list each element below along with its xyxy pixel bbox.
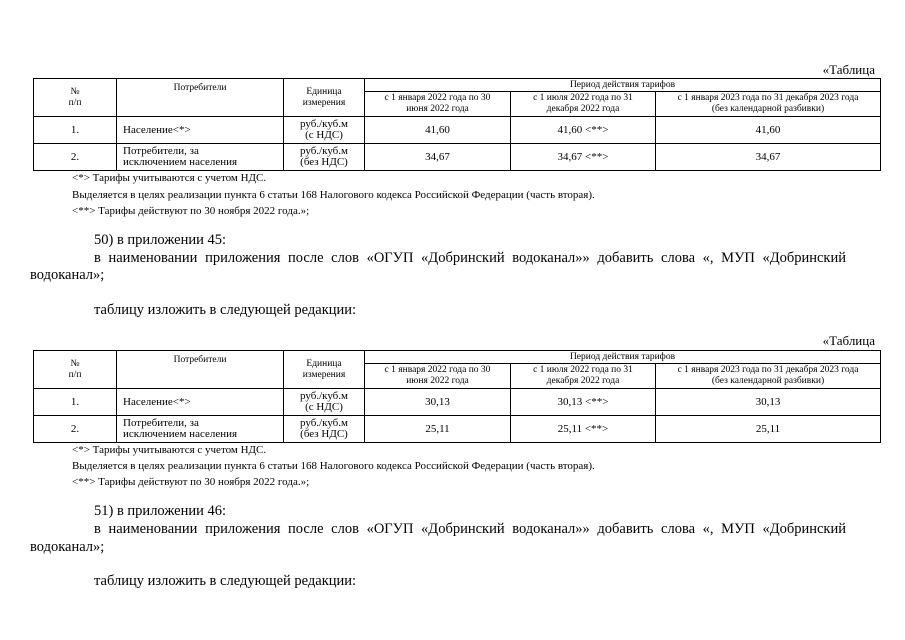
row-value-1: 34,67 bbox=[365, 144, 511, 171]
row-value-1: 25,11 bbox=[365, 416, 511, 443]
header-consumers: Потребители bbox=[117, 79, 284, 117]
paragraph-text: в наименовании приложения после слов «ОГУП «Добринский водоканал»» добавить слова «, МУП «Добринский bbox=[94, 250, 846, 266]
row-value-2: 34,67 <**> bbox=[511, 144, 656, 171]
row-number: 1. bbox=[34, 117, 117, 144]
footnote: <**> Тарифы действуют по 30 ноября 2022 года.»; bbox=[72, 205, 310, 217]
header-period-3: с 1 января 2023 года по 31 декабря 2023 года (без календарной разбивки) bbox=[656, 92, 881, 117]
header-period-1: с 1 января 2022 года по 30 июня 2022 года bbox=[365, 364, 511, 389]
footnote: <*> Тарифы учитываются с учетом НДС. bbox=[72, 172, 267, 184]
row-number: 2. bbox=[34, 416, 117, 443]
header-unit: Единица измерения bbox=[284, 351, 365, 389]
header-unit: Единица измерения bbox=[284, 79, 365, 117]
row-unit: руб./куб.м (с НДС) bbox=[284, 117, 365, 144]
row-unit: руб./куб.м (с НДС) bbox=[284, 389, 365, 416]
table-row bbox=[34, 144, 881, 171]
header-number: № п/п bbox=[34, 351, 117, 389]
row-consumer: Население<*> bbox=[117, 389, 284, 416]
table-row bbox=[34, 117, 881, 144]
row-consumer: Потребители, за исключением населения bbox=[117, 144, 284, 171]
row-consumer: Население<*> bbox=[117, 117, 284, 144]
row-number: 2. bbox=[34, 144, 117, 171]
table-row bbox=[34, 389, 881, 416]
row-value-3: 30,13 bbox=[656, 389, 881, 416]
row-value-2: 41,60 <**> bbox=[511, 117, 656, 144]
header-period-3: с 1 января 2023 года по 31 декабря 2023 года (без календарной разбивки) bbox=[656, 364, 881, 389]
header-period: Период действия тарифов bbox=[365, 351, 881, 364]
paragraph-title: 51) в приложении 46: bbox=[94, 503, 227, 519]
row-value-1: 41,60 bbox=[365, 117, 511, 144]
paragraph-text: в наименовании приложения после слов «ОГУП «Добринский водоканал»» добавить слова «, МУП «Добринский bbox=[94, 521, 846, 537]
tariff-table bbox=[33, 78, 881, 171]
row-value-3: 34,67 bbox=[656, 144, 881, 171]
table-caption: «Таблица bbox=[822, 333, 875, 348]
paragraph-text: таблицу изложить в следующей редакции: bbox=[94, 573, 357, 589]
row-value-2: 30,13 <**> bbox=[511, 389, 656, 416]
row-value-2: 25,11 <**> bbox=[511, 416, 656, 443]
paragraph-text: таблицу изложить в следующей редакции: bbox=[94, 302, 357, 318]
paragraph-text: водоканал»; bbox=[30, 267, 105, 283]
header-period: Период действия тарифов bbox=[365, 79, 881, 92]
header-period-2: с 1 июля 2022 года по 31 декабря 2022 года bbox=[511, 364, 656, 389]
tariff-table bbox=[33, 350, 881, 443]
row-value-3: 41,60 bbox=[656, 117, 881, 144]
header-period-1: с 1 января 2022 года по 30 июня 2022 года bbox=[365, 92, 511, 117]
footnote: <**> Тарифы действуют по 30 ноября 2022 года.»; bbox=[72, 476, 310, 488]
header-number: № п/п bbox=[34, 79, 117, 117]
row-consumer: Потребители, за исключением населения bbox=[117, 416, 284, 443]
row-number: 1. bbox=[34, 389, 117, 416]
table-row bbox=[34, 416, 881, 443]
paragraph-title: 50) в приложении 45: bbox=[94, 232, 227, 248]
footnote: <*> Тарифы учитываются с учетом НДС. bbox=[72, 444, 267, 456]
paragraph-text: водоканал»; bbox=[30, 539, 105, 555]
footnote: Выделяется в целях реализации пункта 6 статьи 168 Налогового кодекса Российской Федерации (часть вторая). bbox=[72, 189, 595, 201]
header-period-2: с 1 июля 2022 года по 31 декабря 2022 года bbox=[511, 92, 656, 117]
footnote: Выделяется в целях реализации пункта 6 статьи 168 Налогового кодекса Российской Федерации (часть вторая). bbox=[72, 460, 595, 472]
row-unit: руб./куб.м (без НДС) bbox=[284, 144, 365, 171]
table-caption: «Таблица bbox=[822, 62, 875, 77]
row-value-1: 30,13 bbox=[365, 389, 511, 416]
row-unit: руб./куб.м (без НДС) bbox=[284, 416, 365, 443]
row-value-3: 25,11 bbox=[656, 416, 881, 443]
header-consumers: Потребители bbox=[117, 351, 284, 389]
